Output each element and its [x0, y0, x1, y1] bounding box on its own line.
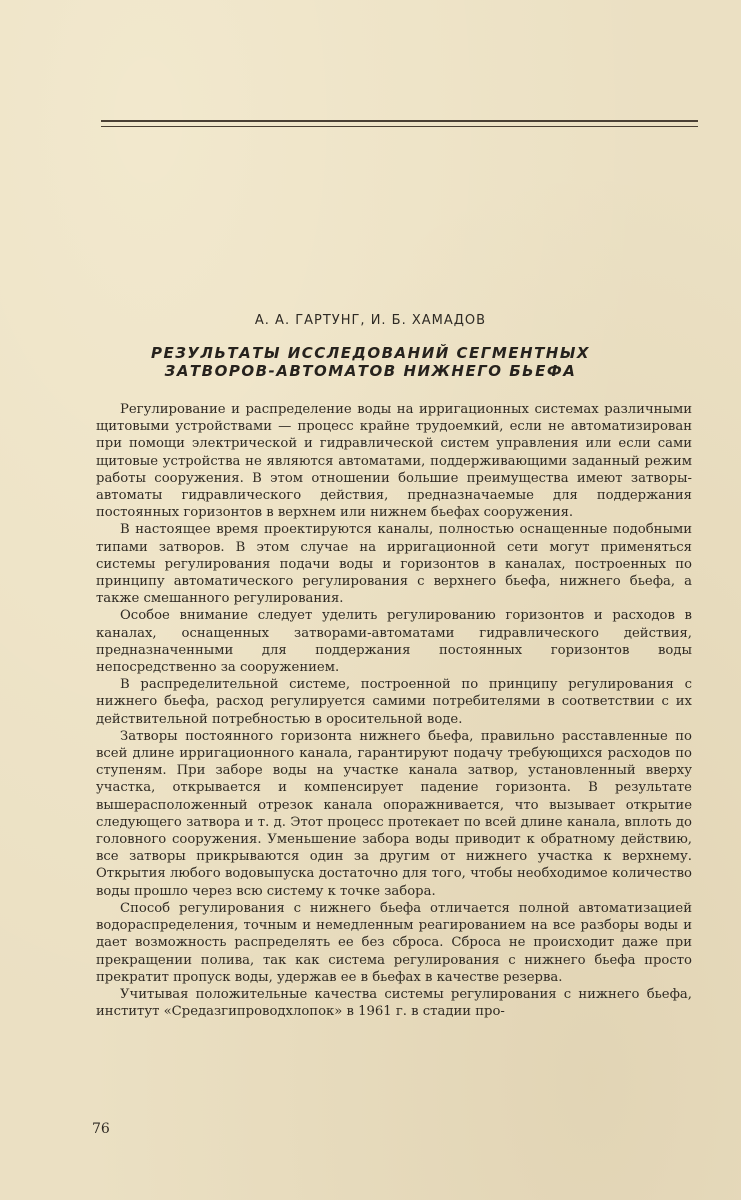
header-rule-thick	[101, 120, 698, 122]
header-rule-thin	[101, 126, 698, 127]
paragraph: Затворы постоянного горизонта нижнего бьефа, правильно расставленные по всей длине ирригационного канала, гарантируют подачу требующихся расходов по ступеням. При заборе воды на участке канала затвор, установленный вверху участка, открывается и компенсирует падение горизонта. В результате вышерасположенный отрезок канала опоражнивается, что вызывает открытие следующего затвора и т. д. Этот процесс протекает по всей длине канала, вплоть до головного сооружения. Уменьшение забора воды приводит к обратному действию, все затворы прикрываются один за другим от нижнего участка к верхнему. Открытия любого водовыпуска достаточно для того, чтобы необходимое количество воды прошло через всю систему к точке забора.	[96, 728, 692, 899]
paragraph: Регулирование и распределение воды на ирригационных системах различными щитовыми устройствами — процесс крайне трудоемкий, если не автоматизирован при помощи электрической и гидравлической систем управления или если сами щитовые устройства не являются автоматами, поддерживающими заданный режим работы сооружения. В этом отношении большие преимущества имеют затворы-автоматы гидравлического действия, предназначаемые для поддержания постоянных горизонтов в верхнем или нижнем бьефах сооружения.	[96, 402, 692, 521]
paragraph: Учитывая положительные качества системы регулирования с нижнего бьефа, институт «Средазгипроводхлопок» в 1961 г. в стадии про-	[96, 986, 692, 1020]
article-title-line-1: РЕЗУЛЬТАТЫ ИССЛЕДОВАНИЙ СЕГМЕНТНЫХ	[151, 344, 590, 362]
article-body	[96, 401, 692, 1020]
article-authors: А. А. ГАРТУНГ, И. Б. ХАМАДОВ	[254, 313, 487, 328]
paragraph: Способ регулирования с нижнего бьефа отличается полной автоматизацией водораспределения, точным и немедленным реагированием на все разборы воды и дает возможность распределять ее без сброса. Сброса не происходит даже при прекращении полива, так как система регулирования с нижнего бьефа просто прекратит пропуск воды, удержав ее в бьефах в качестве резерва.	[96, 900, 692, 985]
article-title-line-2: ЗАТВОРОВ-АВТОМАТОВ НИЖНЕГО БЬЕФА	[164, 362, 577, 380]
paragraph: В настоящее время проектируются каналы, полностью оснащенные подобными типами затворов. В этом случае на ирригационной сети могут применяться системы регулирования подачи воды и горизонтов в каналах, построенных по принципу автоматического регулирования с верхнего бьефа, нижнего бьефа, а также смешанного регулирования.	[96, 522, 692, 607]
paragraph: В распределительной системе, построенной по принципу регулирования с нижнего бьефа, расход регулируется самими потребителями в соответствии с их действительной потребностью в оросительной воде.	[96, 677, 692, 727]
paragraph: Особое внимание следует уделить регулированию горизонтов и расходов в каналах, оснащенных затворами-автоматами гидравлического действия, предназначенными для поддержания постоянных горизонтов воды непосредственно за сооружением.	[96, 608, 692, 676]
article-title	[0, 344, 741, 380]
page-number: 76	[92, 1121, 110, 1137]
